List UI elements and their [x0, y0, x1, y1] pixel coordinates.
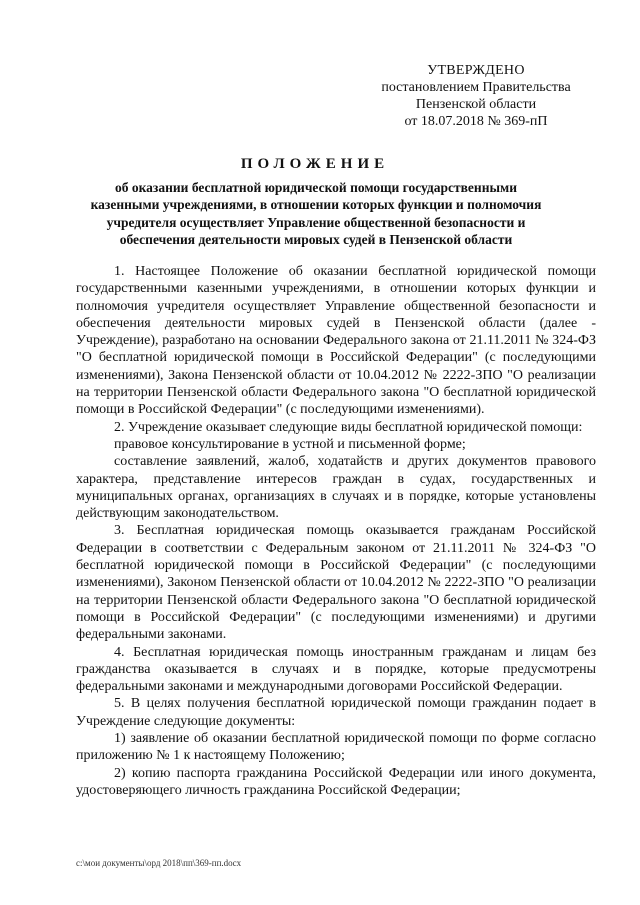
subtitle-line: учредителя осуществляет Управление общественной безопасности и — [106, 214, 526, 230]
document-body — [76, 263, 596, 799]
paragraph-2-item-documents: составление заявлений, жалоб, ходатайств и других документов правового характера, представление интересов граждан в судах, государственных и муниципальных органах, организациях в случаях и в порядке, которые установлены действующим законодательством. — [76, 454, 596, 522]
approval-line-2: Пензенской области — [415, 97, 537, 112]
approval-stamp — [376, 62, 576, 130]
paragraph-5-item-1: 1) заявление об оказании бесплатной юридической помощи по форме согласно приложению № 1 к настоящему Положению; — [76, 731, 596, 764]
paragraph-4: 4. Бесплатная юридическая помощь иностранным гражданам и лицам без гражданства оказывается в случаях и в порядке, которые предусмотрены федеральными законами и международными договорами Российской Федерации. — [76, 644, 596, 695]
approval-heading: УТВЕРЖДЕНО — [427, 63, 525, 78]
file-path-footer: c:\мои документы\орд 2018\пп\369-пп.docx — [76, 858, 242, 868]
subtitle-line: об оказании бесплатной юридической помощи государственными — [114, 180, 517, 195]
paragraph-2-item-consulting: правовое консультирование в устной и письменной форме; — [114, 436, 466, 452]
document-title: ПОЛОЖЕНИЕ — [240, 156, 390, 172]
paragraph-5: 5. В целях получения бесплатной юридической помощи гражданин подает в Учреждение следующие документы: — [76, 696, 596, 729]
subtitle-line: обеспечения деятельности мировых судей в Пензенской области — [119, 231, 513, 247]
subtitle-line: казенными учреждениями, в отношении которых функции и полномочия — [90, 197, 542, 213]
paragraph-1: 1. Настоящее Положение об оказании бесплатной юридической помощи государственными казенными учреждениями, в отношении которых функции и полномочия учредителя осуществляет Управление общественной безопасности и обеспечения деятельности мировых судей в Пензенской области (далее - Учреждение), разработано на основании Федерального закона от 21.11.2011 № 324-ФЗ "О бесплатной юридической помощи в Российской Федерации" (с последующими изменениями), Закона Пензенской области от 10.04.2012 № 2222-ЗПО "О реализации на территории Пензенской области Федерального закона "О бесплатной юридической помощи в Российской Федерации" (с последующими изменениями). — [76, 264, 596, 418]
document-subtitle — [66, 179, 566, 248]
approval-line-1: постановлением Правительства — [381, 80, 571, 95]
paragraph-3: 3. Бесплатная юридическая помощь оказывается гражданам Российской Федерации в соответствии с Федеральным законом от 21.11.2011 № 324-ФЗ "О бесплатной юридической помощи в Российской Федерации" (с последующими изменениями), Законом Пензенской области от 10.04.2012 № 2222-ЗПО "О реализации на территории Пензенской области Федерального закона "О бесплатной юридической помощи в Российской Федерации" (с последующими изменениями) и другими федеральными законами. — [76, 523, 596, 643]
paragraph-5-item-2: 2) копию паспорта гражданина Российской Федерации или иного документа, удостоверяющего личность гражданина Российской Федерации; — [76, 765, 596, 798]
approval-line-3: от 18.07.2018 № 369-пП — [404, 114, 548, 129]
paragraph-2: 2. Учреждение оказывает следующие виды бесплатной юридической помощи: — [114, 419, 583, 435]
